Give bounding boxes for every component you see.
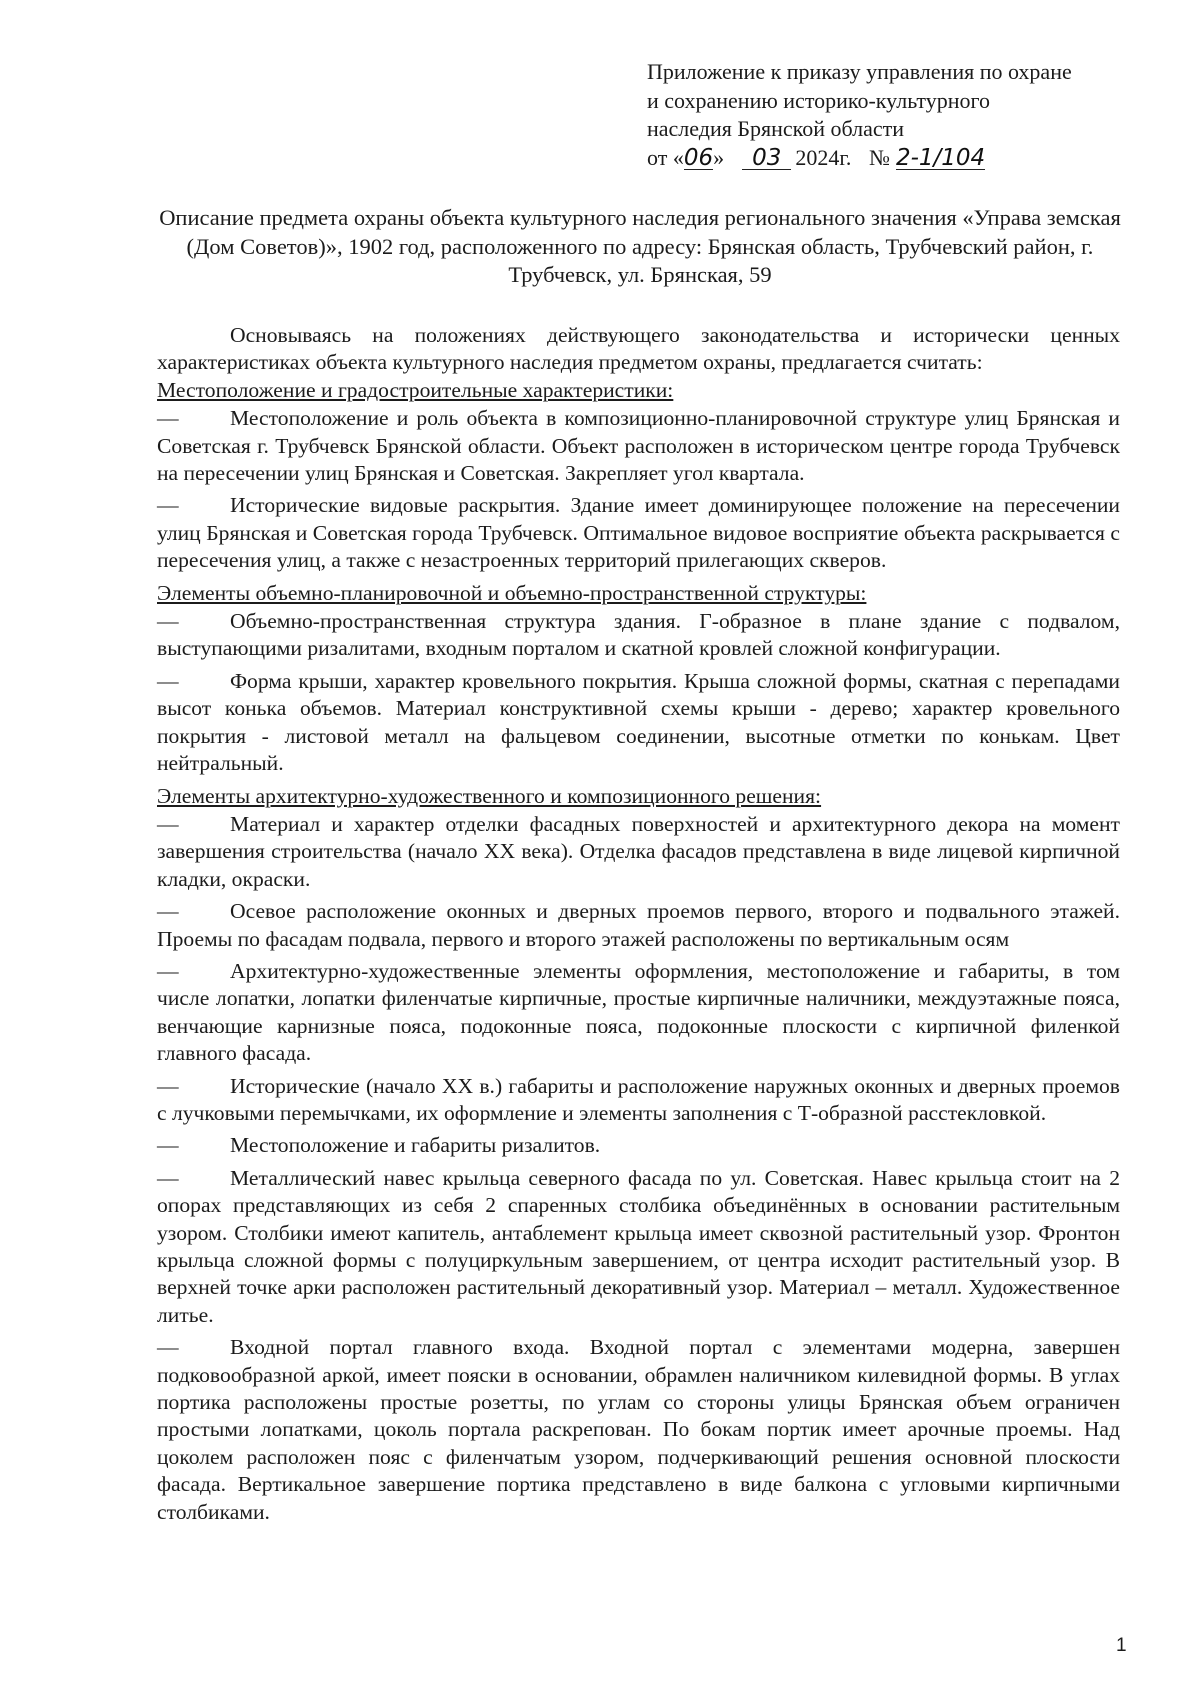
dash-bullet: — xyxy=(157,811,179,836)
page-number: 1 xyxy=(1116,1635,1127,1656)
dash-bullet: — xyxy=(157,1133,179,1158)
item-text: Форма крыши, характер кровельного покрытия. Крыша сложной формы, скатная с перепадами высот конька объемов. Материал конструктивной схемы крыши - дерево; характер кровельного покрытия - листовой металл на фальцевом соединении, высотные отметки по конькам. Цвет нейтральный. xyxy=(157,668,1120,776)
dash-bullet: — xyxy=(157,899,179,924)
item-text: Архитектурно-художественные элементы оформления, местоположение и габариты, в том числе лопатки, лопатки филенчатые кирпичные, простые кирпичные наличники, междуэтажные пояса, венчающие карнизные пояса, подоконные пояса, подоконные плоскости с кирпичной филенкой главного фасада. xyxy=(157,958,1120,1066)
dash-bullet: — xyxy=(157,1335,179,1360)
item-text: Материал и характер отделки фасадных поверхностей и архитектурного декора на момент завершения строительства (начало XX века). Отделка фасадов представлена в виде лицевой кирпичной кладки, окраски. xyxy=(157,811,1120,891)
intro-paragraph: Основываясь на положениях действующего законодательства и исторически ценных характеристиках объекта культурного наследия предметом охраны, предлагается считать: xyxy=(157,323,1120,375)
handwritten-day: 06 xyxy=(683,144,714,171)
section-heading: Местоположение и градостроительные характеристики: xyxy=(157,377,674,402)
appendix-line: наследия Брянской области xyxy=(647,116,905,141)
order-date-line xyxy=(647,144,1167,173)
appendix-line: и сохранению историко-культурного xyxy=(647,87,990,113)
item-text: Местоположение и роль объекта в композиционно-планировочной структуре улиц Брянская и Советская г. Трубчевск Брянской области. Объект расположен в историческом центре города Трубчевск на пересечении улиц Брянская и Советская. Закрепляет угол квартала. xyxy=(157,406,1120,486)
dash-bullet: — xyxy=(157,493,179,518)
dash-bullet: — xyxy=(157,609,179,634)
list-item xyxy=(157,811,1120,893)
list-item xyxy=(157,1165,1120,1329)
handwritten-month: 03 xyxy=(742,147,791,170)
list-item xyxy=(157,1132,1120,1159)
section-heading: Элементы объемно-планировочной и объемно-пространственной структуры: xyxy=(157,580,867,605)
item-text: Металлический навес крыльца северного фасада по ул. Советская. Навес крыльца стоит на 2 опорах представляющих из себя 2 спаренных столбика объединённых в основании растительным узором. Столбики имеют капитель, антаблемент крыльца имеет сквозной растительный узор. Фронтон крыльца сложной формы с полуциркульным завершением, от центра исходит растительный узор. В верхней точке арки расположен растительный декоративный узор. Материал – металл. Художественное литье. xyxy=(157,1165,1120,1327)
dash-bullet: — xyxy=(157,1165,179,1190)
item-text: Объемно-пространственная структура здания. Г-образное в плане здание с подвалом, выступающими ризалитами, входным порталом и скатной кровлей сложной конфигурации. xyxy=(157,609,1120,661)
item-text: Исторические видовые раскрытия. Здание имеет доминирующее положение на пересечении улиц Брянская и Советская города Трубчевск. Оптимальное видовое восприятие объекта раскрывается с пересечения улиц, а также с незастроенных территорий прилегающих скверов. xyxy=(157,493,1120,573)
dash-bullet: — xyxy=(157,958,179,983)
order-year: 2024г. xyxy=(795,144,852,170)
list-item xyxy=(157,405,1120,487)
list-item xyxy=(157,492,1120,574)
dash-bullet: — xyxy=(157,406,179,431)
date-separator: » xyxy=(713,144,725,170)
item-text: Осевое расположение оконных и дверных проемов первого, второго и подвального этажей. Проемы по фасадам подвала, первого и второго этажей расположены по вертикальным осям xyxy=(157,899,1120,951)
list-item xyxy=(157,1073,1120,1128)
list-item xyxy=(157,1334,1120,1526)
dash-bullet: — xyxy=(157,668,179,693)
list-item xyxy=(157,668,1120,778)
document-body xyxy=(157,322,1120,1531)
dash-bullet: — xyxy=(157,1073,179,1098)
number-prefix: № xyxy=(868,144,890,170)
list-item xyxy=(157,898,1120,953)
list-item xyxy=(157,958,1120,1068)
appendix-header xyxy=(647,58,1167,172)
list-item xyxy=(157,608,1120,663)
section-heading: Элементы архитектурно-художественного и композиционного решения: xyxy=(157,783,822,808)
item-text: Исторические (начало XX в.) габариты и расположение наружных оконных и дверных проемов с лучковыми перемычками, их оформление и элементы заполнения с Т-образной расстекловкой. xyxy=(157,1073,1120,1125)
handwritten-order-number: 2-1/104 xyxy=(895,144,986,171)
document-title: Описание предмета охраны объекта культурного наследия регионального значения «Управа земская (Дом Советов)», 1902 год, расположенного по адресу: Брянская область, Трубчевский район, г. Трубчевск, ул. Брянская, 59 xyxy=(159,205,1121,287)
item-text: Местоположение и габариты ризалитов. xyxy=(230,1133,601,1158)
appendix-line: Приложение к приказу управления по охране xyxy=(647,59,1072,84)
date-prefix: от « xyxy=(647,144,684,170)
item-text: Входной портал главного входа. Входной портал с элементами модерна, завершен подковообразной аркой, имеет пояски в основании, обрамлен наличником килевидной формы. В углах портика расположены простые розетты, по углам со стороны улицы Брянская объем ограничен простыми лопатками, цоколь портала раскрепован. По бокам портик имеет арочные проемы. Над цоколем расположен пояс с филенчатым узором, подчеркивающий решения основной плоскости фасада. Вертикальное завершение портика представлено в виде балкона с угловыми кирпичными столбиками. xyxy=(157,1335,1120,1524)
